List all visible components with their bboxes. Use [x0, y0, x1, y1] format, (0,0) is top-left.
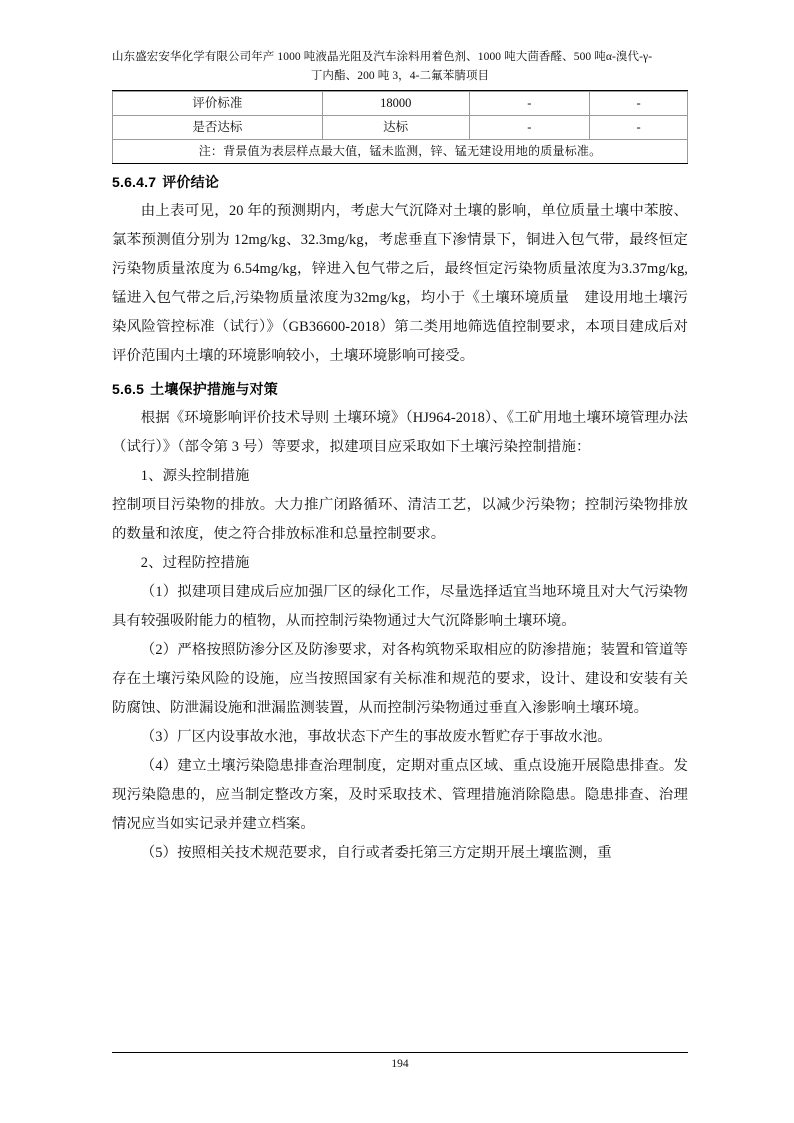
table-cell-label: 是否达标: [113, 116, 323, 140]
paragraph-conclusion: 由上表可见，20 年的预测期内，考虑大气沉降对土壤的影响，单位质量土壤中苯胺、氯苯预测值分别为 12mg/kg、32.3mg/kg，考虑垂直下渗情景下，铜进入包气带，最终恒定污染物质量浓度为 6.54mg/kg，锌进入包气带之后，最终恒定污染物质量浓度为3.37mg/kg,锰进入包气带之后,污染物质量浓度为32mg/kg，均小于《土壤环境质量 建设用地土壤污染风险管控标准（试行）》（GB36600-2018）第二类用地筛选值控制要求，本项目建成后对评价范围内土壤的环境影响较小，土壤环境影响可接受。: [112, 203, 688, 364]
table-cell-label: 评价标准: [113, 92, 323, 116]
table-cell-value: -: [469, 116, 590, 140]
section-title: 土壤保护措施与对策: [150, 381, 278, 397]
paragraph-source-control: 控制项目污染物的排放。大力推广闭路循环、清洁工艺，以减少污染物；控制污染物排放的数量和浓度，使之符合排放标准和总量控制要求。: [112, 497, 688, 542]
table-cell-value: -: [590, 92, 688, 116]
soil-standard-table: [112, 91, 688, 164]
section-heading-5-6-4-7: [112, 171, 688, 193]
paragraph-item-4: （4）建立土壤污染隐患排查治理制度，定期对重点区域、重点设施开展隐患排查。发现污染隐患的，应当制定整改方案，及时采取技术、管理措施消除隐患。隐患排查、治理情况应当如实记录并建立档案。: [112, 758, 688, 832]
section-number: 5.6.5: [112, 381, 145, 397]
running-header-line-1: 山东盛宏安华化学有限公司年产 1000 吨液晶光阻及汽车涂料用着色剂、1000 吨大茴香醛、500 吨α-溴代-γ-: [112, 51, 653, 63]
table-cell-value: -: [590, 116, 688, 140]
page-footer: [112, 1052, 688, 1072]
paragraph-item-5: （5）按照相关技术规范要求，自行或者委托第三方定期开展土壤监测，重: [140, 845, 612, 861]
section-number: 5.6.4.7: [112, 174, 157, 190]
table-cell-value: 达标: [322, 116, 469, 140]
table-cell-value: -: [469, 92, 590, 116]
section-heading-5-6-5: [112, 378, 688, 400]
table-note: 注：背景值为表层样点最大值，锰未监测，锌、锰无建设用地的质量标准。: [113, 140, 688, 164]
page-content: [112, 48, 688, 868]
paragraph-measure-group-2: 2、过程防控措施: [140, 555, 250, 571]
paragraph-measure-group-1: 1、源头控制措施: [140, 468, 250, 484]
paragraph-basis: 根据《环境影响评价技术导则 土壤环境》（HJ964-2018）、《工矿用地土壤环境管理办法（试行）》（部令第 3 号）等要求，拟建项目应采取如下土壤污染控制措施：: [112, 410, 688, 455]
page-number: 194: [391, 1058, 409, 1070]
table-cell-value: 18000: [322, 92, 469, 116]
table-row: [113, 116, 688, 140]
running-header: [112, 48, 688, 89]
paragraph-item-1: （1）拟建项目建成后应加强厂区的绿化工作，尽量选择适宜当地环境且对大气污染物具有较强吸附能力的植物，从而控制污染物通过大气沉降影响土壤环境。: [112, 584, 688, 629]
paragraph-item-3: （3）厂区内设事故水池，事故状态下产生的事故废水暂贮存于事故水池。: [140, 729, 612, 745]
table-row: [113, 92, 688, 116]
section-title: 评价结论: [162, 174, 220, 190]
paragraph-item-2: （2）严格按照防渗分区及防渗要求，对各构筑物采取相应的防渗措施；装置和管道等存在土壤污染风险的设施，应当按照国家有关标准和规范的要求，设计、建设和安装有关防腐蚀、防泄漏设施和泄漏监测装置，从而控制污染物通过垂直入渗影响土壤环境。: [112, 642, 688, 716]
running-header-line-2: 丁内酯、200 吨 3，4-二氟苯腈项目: [310, 70, 490, 82]
table-note-row: [113, 140, 688, 164]
footer-divider: [112, 1052, 688, 1053]
